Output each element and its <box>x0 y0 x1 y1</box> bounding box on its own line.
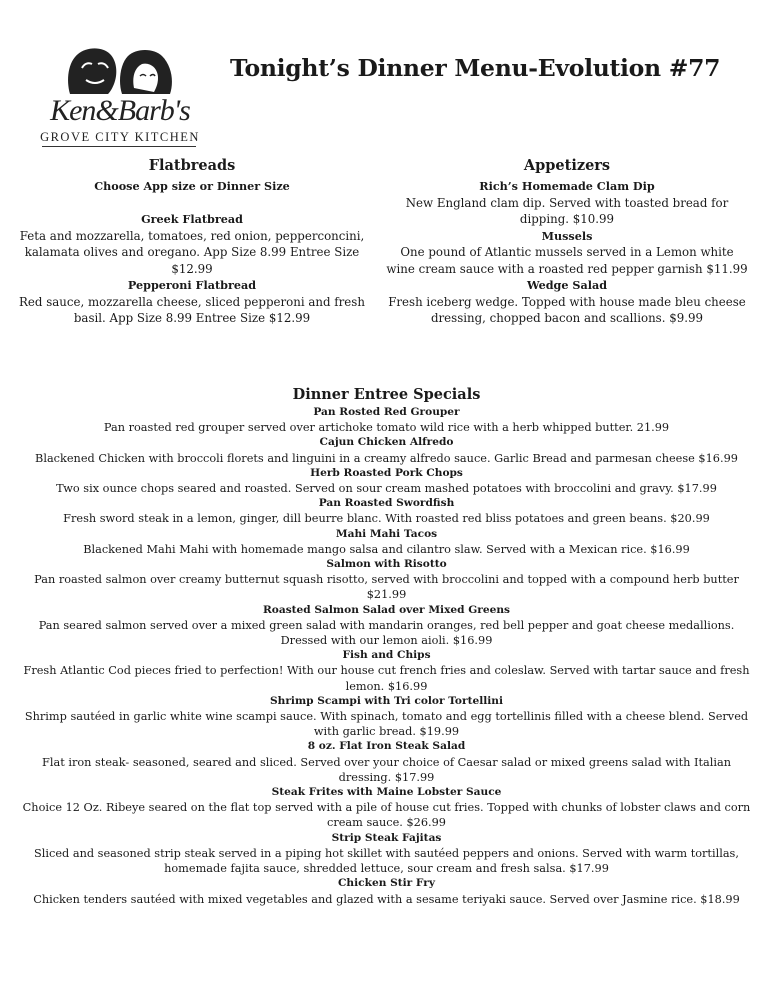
menu-item-name: Mahi Mahi Tacos <box>335 527 438 540</box>
menu-item-description: Pan roasted red grouper served over artichoke tomato wild rice with a herb whipped butter. 21.99 <box>103 421 670 435</box>
menu-item-name: Fish and Chips <box>342 649 431 662</box>
menu-item <box>386 178 748 228</box>
menu-item-name: Wedge Salad <box>526 278 608 292</box>
menu-item-name: Pan Rosted Red Grouper <box>313 406 460 418</box>
menu-item-name: Strip Steak Fajitas <box>331 831 442 844</box>
menu-item <box>386 228 748 278</box>
menu-item-name: Herb Roasted Pork Chops <box>310 466 463 479</box>
menu-item-description: Fresh Atlantic Cod pieces fried to perfection! With our house cut french fries and coleslaw. Served with tartar sauce and fresh lemon. $16.99 <box>23 664 750 693</box>
menu-item <box>14 277 370 327</box>
logo-brand-text: Ken&Barb's <box>50 94 190 127</box>
page-title: Tonight’s Dinner Menu-Evolution #77 <box>230 54 721 82</box>
menu-item-description: Pan seared salmon served over a mixed green salad with mandarin oranges, red bell pepper and goat cheese medallions. Dressed with our lemon aioli. $16.99 <box>38 618 735 648</box>
menu-item-description: Blackened Chicken with broccoli florets and linguini in a creamy alfredo sauce. Garlic Bread and parmesan cheese $16.99 <box>35 451 738 465</box>
menu-item-description: Fresh sword steak in a lemon, ginger, dill beurre blanc. With roasted red bliss potatoes and green beans. $20.99 <box>63 512 710 526</box>
menu-item <box>18 785 755 831</box>
entrees-heading: Dinner Entree Specials <box>292 386 481 403</box>
menu-item-description: Flat iron steak- seasoned, seared and sliced. Served over your choice of Caesar salad or mixed greens salad with Italian dressing. $17.99 <box>42 755 731 784</box>
menu-item-description: Chicken tenders sautéed with mixed vegetables and glazed with a sesame teriyaki sauce. Served over Jasmine rice. $18.99 <box>33 892 740 906</box>
menu-item <box>18 466 755 496</box>
menu-item <box>18 496 755 526</box>
menu-item-name: Cajun Chicken Alfredo <box>319 436 454 449</box>
flatbreads-heading: Flatbreads <box>148 157 236 174</box>
menu-item <box>18 648 755 694</box>
menu-item-name: Pan Roasted Swordfish <box>318 497 455 510</box>
menu-item <box>18 435 755 465</box>
menu-item <box>18 527 755 557</box>
couple-silhouette-icon <box>62 44 178 96</box>
menu-item-description: Sliced and seasoned strip steak served in a piping hot skillet with sautéed peppers and onions. Served with warm tortillas, homemade fajita sauce, shredded lettuce, sour cream and fresh salsa. $17.99 <box>34 846 739 876</box>
menu-item-description: Blackened Mahi Mahi with homemade mango salsa and cilantro slaw. Served with a Mexican rice. $16.99 <box>83 542 690 556</box>
menu-item-name: Greek Flatbread <box>141 212 243 226</box>
menu-item-name: Salmon with Risotto <box>326 558 447 571</box>
appetizers-section <box>386 156 748 327</box>
logo-divider <box>42 146 196 147</box>
menu-item-description: Choice 12 Oz. Ribeye seared on the flat top served with a pile of house cut fries. Topped with chunks of lobster claws and corn cream sauce. $26.99 <box>22 801 751 830</box>
menu-item-description: Two six ounce chops seared and roasted. Served on sour cream mashed potatoes with broccolini and gravy. $17.99 <box>56 482 717 496</box>
menu-item <box>18 557 755 603</box>
menu-item-name: Steak Frites with Maine Lobster Sauce <box>271 786 502 799</box>
menu-item-description: One pound of Atlantic mussels served in a Lemon white wine cream sauce with a roasted red pepper garnish $11.99 <box>386 245 748 276</box>
flatbreads-section <box>14 156 370 327</box>
logo-subtitle: GROVE CITY KITCHEN <box>40 130 200 144</box>
menu-item <box>18 603 755 649</box>
menu-item-name: Roasted Salmon Salad over Mixed Greens <box>262 603 511 616</box>
menu-item-name: Shrimp Scampi with Tri color Tortellini <box>269 694 503 707</box>
spacer <box>14 195 370 212</box>
menu-item-description: New England clam dip. Served with toasted bread for dipping. $10.99 <box>405 195 729 226</box>
menu-item-name: Pepperoni Flatbread <box>127 278 257 292</box>
menu-item-description: Red sauce, mozzarella cheese, sliced pepperoni and fresh basil. App Size 8.99 Entree Size $12.99 <box>19 294 365 325</box>
menu-item <box>18 876 755 906</box>
menu-item-name: 8 oz. Flat Iron Steak Salad <box>307 740 466 753</box>
menu-item <box>386 277 748 327</box>
menu-item <box>18 739 755 785</box>
menu-item-name: Chicken Stir Fry <box>338 877 435 890</box>
menu-item-description: Pan roasted salmon over creamy butternut squash risotto, served with broccolini and topped with a compound herb butter $21.99 <box>34 573 739 602</box>
entrees-section <box>18 385 755 907</box>
menu-item <box>14 211 370 277</box>
appetizers-heading: Appetizers <box>523 157 611 174</box>
flatbreads-subheading: Choose App size or Dinner Size <box>94 179 290 193</box>
menu-item-name: Rich’s Homemade Clam Dip <box>479 179 655 193</box>
menu-item-description: Feta and mozzarella, tomatoes, red onion, pepperconcini, kalamata olives and oregano. App Size 8.99 Entree Size $12.99 <box>19 228 365 276</box>
menu-item <box>18 694 755 740</box>
menu-item-name: Mussels <box>541 228 593 243</box>
restaurant-logo <box>40 44 200 148</box>
menu-item-description: Fresh iceberg wedge. Topped with house made bleu cheese dressing, chopped bacon and scallions. $9.99 <box>388 294 746 325</box>
menu-item-description: Shrimp sautéed in garlic white wine scampi sauce. With spinach, tomato and egg tortellinis filled with a cheese blend. Served with garlic bread. $19.99 <box>24 710 749 739</box>
menu-item <box>18 831 755 877</box>
menu-item <box>18 405 755 435</box>
